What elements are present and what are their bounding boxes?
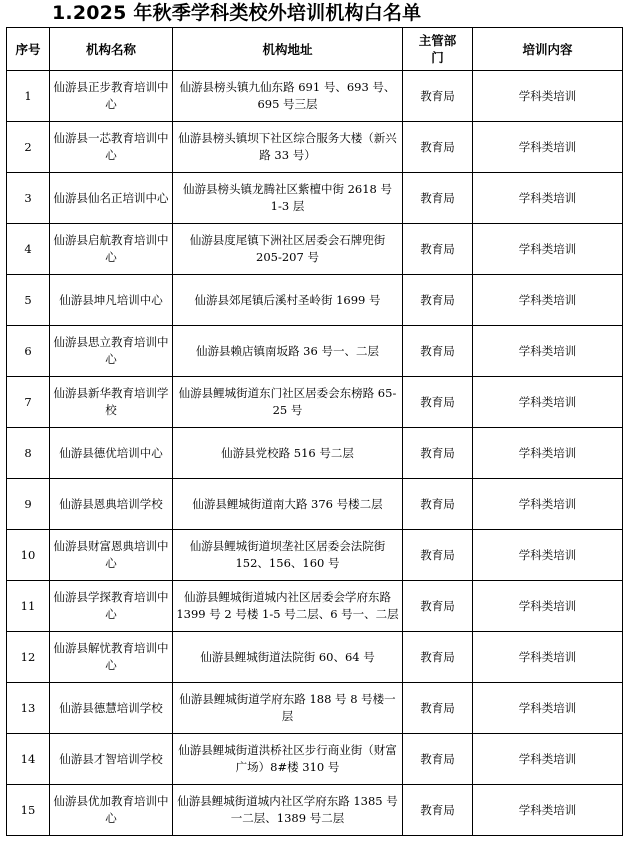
table-body [7,71,623,836]
row-institution-address: 仙游县鲤城街道学府东路 188 号 8 号楼一层 [173,683,403,734]
table-row [7,734,623,785]
row-training-content: 学科类培训 [473,71,623,122]
row-institution-address: 仙游县度尾镇下洲社区居委会石牌兜街 205-207 号 [173,224,403,275]
row-supervising-department: 教育局 [403,224,473,275]
row-institution-address: 仙游县榜头镇坝下社区综合服务大楼（新兴路 33 号） [173,122,403,173]
table-row [7,275,623,326]
row-training-content: 学科类培训 [473,326,623,377]
table-row [7,479,623,530]
row-institution-name: 仙游县德慧培训学校 [50,683,173,734]
table-row [7,632,623,683]
header-training-content: 培训内容 [473,28,623,71]
row-institution-name: 仙游县优加教育培训中心 [50,785,173,836]
row-institution-address: 仙游县鲤城街道洪桥社区步行商业街（财富广场）8#楼 310 号 [173,734,403,785]
row-serial-number: 2 [7,122,50,173]
row-institution-name: 仙游县一芯教育培训中心 [50,122,173,173]
header-institution-address: 机构地址 [173,28,403,71]
row-institution-address: 仙游县鲤城街道坝垄社区居委会法院街 152、156、160 号 [173,530,403,581]
row-training-content: 学科类培训 [473,173,623,224]
row-supervising-department: 教育局 [403,173,473,224]
row-serial-number: 5 [7,275,50,326]
row-training-content: 学科类培训 [473,122,623,173]
table-row [7,122,623,173]
whitelist-table [6,27,623,836]
row-serial-number: 1 [7,71,50,122]
row-supervising-department: 教育局 [403,326,473,377]
header-institution-name: 机构名称 [50,28,173,71]
table-row [7,224,623,275]
row-institution-address: 仙游县郊尾镇后溪村圣岭街 1699 号 [173,275,403,326]
table-row [7,377,623,428]
row-serial-number: 14 [7,734,50,785]
row-training-content: 学科类培训 [473,632,623,683]
row-institution-name: 仙游县恩典培训学校 [50,479,173,530]
table-row [7,71,623,122]
row-supervising-department: 教育局 [403,581,473,632]
row-institution-address: 仙游县赖店镇南坂路 36 号一、二层 [173,326,403,377]
table-row [7,581,623,632]
row-institution-name: 仙游县思立教育培训中心 [50,326,173,377]
row-supervising-department: 教育局 [403,530,473,581]
row-supervising-department: 教育局 [403,632,473,683]
row-institution-address: 仙游县鲤城街道南大路 376 号楼二层 [173,479,403,530]
row-serial-number: 10 [7,530,50,581]
header-serial-number: 序号 [7,28,50,71]
row-serial-number: 3 [7,173,50,224]
row-training-content: 学科类培训 [473,377,623,428]
row-supervising-department: 教育局 [403,71,473,122]
row-supervising-department: 教育局 [403,479,473,530]
table-row [7,683,623,734]
row-training-content: 学科类培训 [473,785,623,836]
table-row [7,785,623,836]
table-row [7,173,623,224]
row-institution-name: 仙游县新华教育培训学校 [50,377,173,428]
row-institution-name: 仙游县仙名正培训中心 [50,173,173,224]
row-institution-name: 仙游县才智培训学校 [50,734,173,785]
table-row [7,326,623,377]
row-serial-number: 7 [7,377,50,428]
document-title: 1.2025 年秋季学科类校外培训机构白名单 [52,2,422,24]
row-institution-address: 仙游县党校路 516 号二层 [173,428,403,479]
row-training-content: 学科类培训 [473,530,623,581]
row-institution-name: 仙游县启航教育培训中心 [50,224,173,275]
row-institution-address: 仙游县鲤城街道城内社区居委会学府东路 1399 号 2 号楼 1-5 号二层、6 号一、二层 [173,581,403,632]
row-supervising-department: 教育局 [403,428,473,479]
row-supervising-department: 教育局 [403,785,473,836]
row-training-content: 学科类培训 [473,734,623,785]
row-training-content: 学科类培训 [473,275,623,326]
row-serial-number: 11 [7,581,50,632]
row-supervising-department: 教育局 [403,377,473,428]
row-training-content: 学科类培训 [473,581,623,632]
row-institution-name: 仙游县正步教育培训中心 [50,71,173,122]
row-serial-number: 6 [7,326,50,377]
table-header-row [7,28,623,71]
row-institution-address: 仙游县榜头镇九仙东路 691 号、693 号、695 号三层 [173,71,403,122]
row-supervising-department: 教育局 [403,275,473,326]
row-institution-name: 仙游县学探教育培训中心 [50,581,173,632]
row-institution-address: 仙游县榜头镇龙腾社区紫檀中街 2618 号 1-3 层 [173,173,403,224]
row-institution-address: 仙游县鲤城街道东门社区居委会东榜路 65-25 号 [173,377,403,428]
row-supervising-department: 教育局 [403,122,473,173]
row-training-content: 学科类培训 [473,224,623,275]
row-serial-number: 8 [7,428,50,479]
row-training-content: 学科类培训 [473,428,623,479]
row-serial-number: 13 [7,683,50,734]
row-serial-number: 9 [7,479,50,530]
header-supervising-department: 主管部门 [403,28,473,71]
row-serial-number: 12 [7,632,50,683]
row-institution-name: 仙游县解忧教育培训中心 [50,632,173,683]
table-row [7,530,623,581]
row-institution-address: 仙游县鲤城街道城内社区学府东路 1385 号一二层、1389 号二层 [173,785,403,836]
row-training-content: 学科类培训 [473,479,623,530]
row-training-content: 学科类培训 [473,683,623,734]
row-supervising-department: 教育局 [403,734,473,785]
row-supervising-department: 教育局 [403,683,473,734]
row-institution-name: 仙游县坤凡培训中心 [50,275,173,326]
row-institution-name: 仙游县德优培训中心 [50,428,173,479]
row-serial-number: 15 [7,785,50,836]
row-institution-address: 仙游县鲤城街道法院街 60、64 号 [173,632,403,683]
table-row [7,428,623,479]
row-institution-name: 仙游县财富恩典培训中心 [50,530,173,581]
row-serial-number: 4 [7,224,50,275]
